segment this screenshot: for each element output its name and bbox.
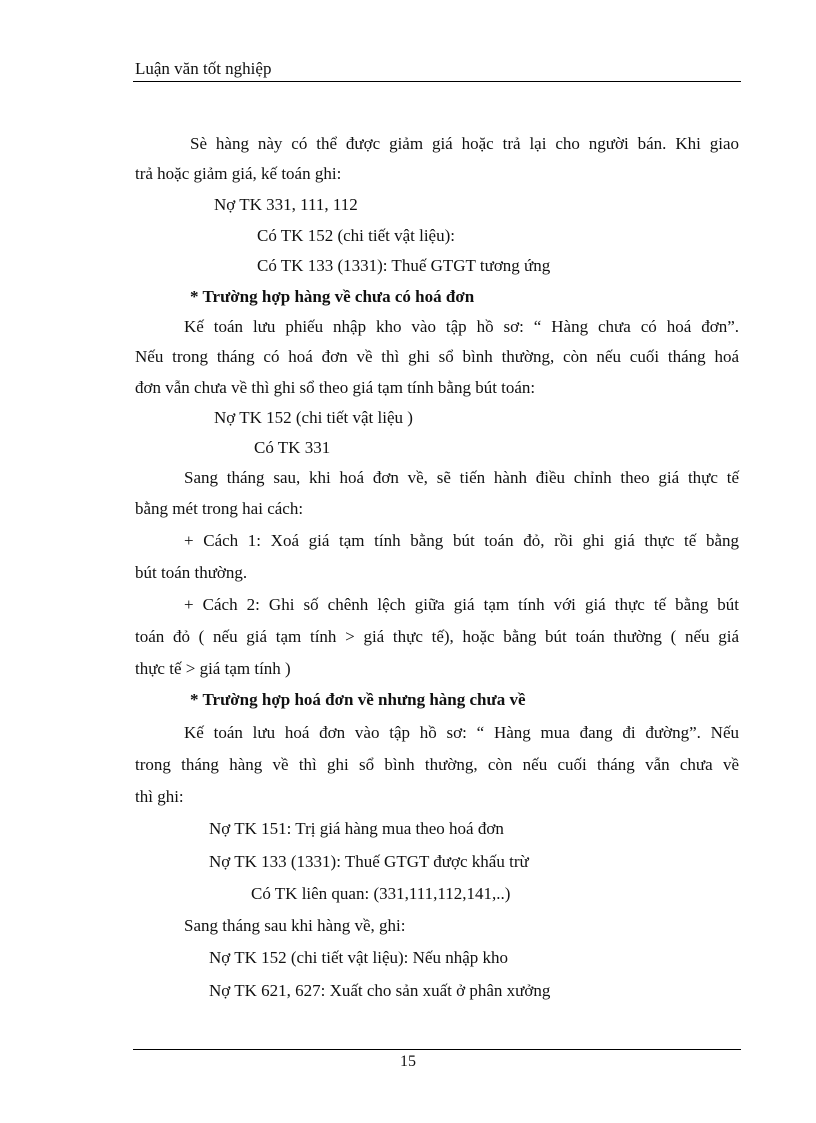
entry-credit-line: Có TK 152 (chi tiết vật liệu): xyxy=(257,226,455,245)
paragraph-line: toán đỏ ( nếu giá tạm tính > giá thực tế), hoặc bằng bút toán thường ( nếu giá xyxy=(135,627,739,646)
paragraph-line: bút toán thường. xyxy=(135,563,248,582)
entry-debit-line: Nợ TK 621, 627: Xuất cho sản xuất ở phân xưởng xyxy=(209,981,551,1000)
paragraph-line: trả hoặc giảm giá, kế toán ghi: xyxy=(135,164,342,183)
header-divider xyxy=(133,81,741,82)
entry-debit-line: Nợ TK 151: Trị giá hàng mua theo hoá đơn xyxy=(209,819,504,838)
entry-debit-line: Nợ TK 133 (1331): Thuế GTGT được khấu trừ xyxy=(209,852,529,871)
paragraph-line: đơn vẫn chưa về thì ghi sổ theo giá tạm tính bằng bút toán: xyxy=(135,378,536,397)
entry-debit-line: Nợ TK 152 (chi tiết vật liệu ) xyxy=(214,408,413,427)
paragraph-line: Kế toán lưu phiếu nhập kho vào tập hồ sơ: “ Hàng chưa có hoá đơn”. xyxy=(184,317,739,336)
section-heading: * Trường hợp hoá đơn về nhưng hàng chưa về xyxy=(190,690,526,709)
page-number: 15 xyxy=(400,1053,416,1070)
section-heading: * Trường hợp hàng về chưa có hoá đơn xyxy=(190,287,475,306)
paragraph-line: + Cách 2: Ghi số chênh lệch giữa giá tạm tính với giá thực tế bằng bút xyxy=(184,595,739,614)
entry-credit-line: Có TK 133 (1331): Thuế GTGT tương ứng xyxy=(257,256,551,275)
entry-credit-line: Có TK 331 xyxy=(254,438,331,457)
paragraph-line: + Cách 1: Xoá giá tạm tính bằng bút toán đỏ, rồi ghi giá thực tế bằng xyxy=(184,531,739,550)
paragraph-line: Sè hàng này có thể được giảm giá hoặc trả lại cho người bán. Khi giao xyxy=(190,134,739,153)
entry-debit-line: Nợ TK 331, 111, 112 xyxy=(214,195,358,214)
paragraph-line: bằng mét trong hai cách: xyxy=(135,499,304,518)
entry-credit-line: Có TK liên quan: (331,111,112,141,..) xyxy=(251,884,511,903)
paragraph-line: Kế toán lưu hoá đơn vào tập hồ sơ: “ Hàng mua đang đi đường”. Nếu xyxy=(184,723,739,742)
paragraph-line: trong tháng hàng về thì ghi sổ bình thường, còn nếu cuối tháng vẫn chưa về xyxy=(135,755,739,774)
footer-divider xyxy=(133,1049,741,1050)
entry-debit-line: Nợ TK 152 (chi tiết vật liệu): Nếu nhập kho xyxy=(209,948,509,967)
page-header-title: Luận văn tốt nghiệp xyxy=(135,59,272,78)
paragraph-line: Sang tháng sau, khi hoá đơn về, sẽ tiến hành điều chỉnh theo giá thực tế xyxy=(184,468,739,487)
paragraph-line: thực tế > giá tạm tính ) xyxy=(135,659,291,678)
paragraph-line: Nếu trong tháng có hoá đơn về thì ghi sổ bình thường, còn nếu cuối tháng hoá xyxy=(135,347,739,366)
paragraph-line: thì ghi: xyxy=(135,787,184,806)
paragraph-line: Sang tháng sau khi hàng về, ghi: xyxy=(184,916,406,935)
